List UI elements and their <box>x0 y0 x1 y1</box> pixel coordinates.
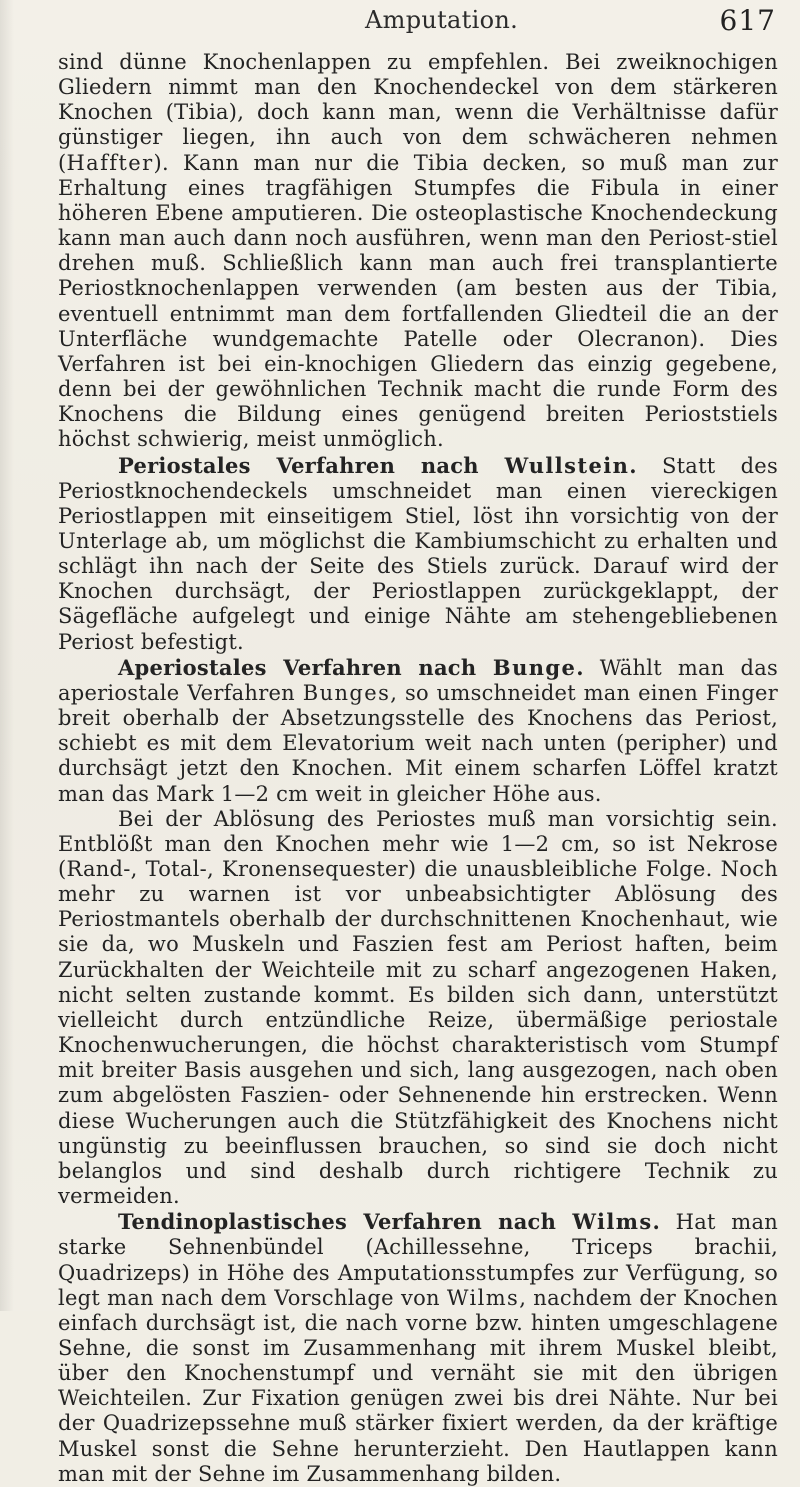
paragraph-3-text-b: , so umschneidet man einen Finger breit oberhalb der Absetzungsstelle des Knochens das Periost, schiebt es mit dem Elevatorium weit nach unten (peripher) und durchsägt jetzt den Knochen. Mit einem scharfen Löffel kratzt man das Mark 1—2 cm weit in gleicher Höhe aus. <box>58 680 778 806</box>
paragraph-1-text-a: sind dünne Knochenlappen zu empfehlen. Bei zweiknochigen Gliedern nimmt man den Knochendeckel von dem stärkeren Knochen (Tibia), doch kann man, wenn die Verhältnisse dafür günstiger liegen, ihn auch von dem schwächeren nehmen ( <box>58 50 778 175</box>
paragraph-5 <box>58 1209 778 1487</box>
page-header <box>0 2 800 44</box>
heading-period-5: . <box>652 1209 661 1235</box>
author-name-haffter: Haffter <box>66 150 154 175</box>
page-number: 617 <box>719 4 776 37</box>
heading-name-bunge: Bunge <box>492 654 577 680</box>
heading-period-3: . <box>576 654 584 680</box>
paragraph-4-text: Bei der Ablösung des Periostes muß man vorsichtig sein. Entblößt man den Knochen mehr wie 1—2 cm, so ist Nekrose (Rand-, Total-, Kronensequester) die unausbleibliche Folge. Noch mehr zu warnen ist vor unbeabsichtigter Ablösung des Periostmantels oberhalb der durchschnittenen Knochenhaut, wie sie da, wo Muskeln und Faszien fest am Periost haften, beim Zurückhalten der Weichteile mit zu scharf angezogenen Haken, nicht selten zustande kommt. Es bilden sich dann, unterstützt vielleicht durch entzündliche Reize, übermäßige periostale Knochenwucherungen, die höchst charakteristisch vom Stumpf mit breiter Basis ausgehen und sich, lang ausgezogen, nach oben zum abgelösten Faszien- oder Sehnenende hin erstrecken. Wenn diese Wucherungen auch die Stützfähigkeit des Knochens nicht ungünstig zu beeinflussen brauchen, so sind sie doch nicht belanglos und sind deshalb durch richtigere Technik zu vermeiden. <box>58 806 778 1209</box>
paragraph-5-text-b: , nachdem der Knochen einfach durchsägt ist, die nach vorne bzw. hinten umgeschlagene Sehne, die sonst im Zusammenhang mit ihrem Muskel bleibt, über den Knochenstumpf und vernäht sie mit den übrigen Weichteilen. Zur Fixation genügen zwei bis drei Nähte. Nur bei der Quadrizepssehne muß stärker fixiert werden, da der kräftige Muskel sonst die Sehne herunterzieht. Den Hautlappen kann man mit der Sehne im Zusammenhang bilden. <box>58 1285 778 1486</box>
section-heading-tendinoplastisches: Tendinoplastisches Verfahren nach <box>118 1209 573 1235</box>
paragraph-1-text-b: ). Kann man nur die Tibia decken, so muß man zur Erhaltung eines tragfähigen Stumpfes die Fibula in einer höheren Ebene amputieren. Die osteoplastische Knochendeckung kann man auch dann noch ausführen, wenn man den Periost-stiel drehen muß. Schließlich kann man auch frei transplantierte Periostknochenlappen verwenden (am besten aus der Tibia, eventuell entnimmt man dem fortfallenden Gliedteil die an der Unterfläche wundgemachte Patelle oder Olecranon). Dies Verfahren ist bei ein-knochigen Gliedern das einzig gegebene, denn bei der gewöhnlichen Technik macht die runde Form des Knochens die Bildung eines genügend breiten Perioststiels höchst schwierig, meist unmöglich. <box>58 150 778 452</box>
section-heading-aperiostales: Aperiostales Verfahren nach <box>118 654 493 680</box>
body-text <box>58 50 778 1487</box>
heading-name-wilms: Wilms <box>572 1209 653 1235</box>
paragraph-2 <box>58 453 778 655</box>
page-edge-shadow <box>0 0 14 1311</box>
heading-period-2: . <box>629 452 637 478</box>
paragraph-4 <box>58 807 778 1210</box>
paragraph-2-text: Statt des Periostknochendeckels umschneidet man einen viereckigen Periostlappen mit einseitigem Stiel, löst ihn vorsichtig von der Unterlage ab, um möglichst die Kambiumschicht zu erhalten und schlägt ihn nach der Seite des Stiels zurück. Darauf wird der Knochen durchsägt, der Periostlappen zurückgeklappt, der Sägefläche aufgelegt und einige Nähte am stehengebliebenen Periost befestigt. <box>58 453 778 654</box>
heading-name-wullstein: Wullstein <box>504 452 630 478</box>
author-name-wilms: Wilms <box>446 1285 520 1310</box>
paragraph-3-text-a: Wählt man das aperiostale Verfahren <box>58 655 778 705</box>
paragraph-5-text-a: Hat man starke Sehnenbündel (Achillessehne, Triceps brachii, Quadrizeps) in Höhe des Amputationsstumpfes zur Verfügung, so legt man nach dem Vorschlage von <box>58 1210 778 1310</box>
section-heading-periostales: Periostales Verfahren nach <box>118 452 505 478</box>
running-title: Amputation. <box>365 6 519 34</box>
paragraph-1 <box>58 50 778 453</box>
paragraph-3 <box>58 655 778 807</box>
author-name-bunges: Bunges <box>302 680 391 705</box>
